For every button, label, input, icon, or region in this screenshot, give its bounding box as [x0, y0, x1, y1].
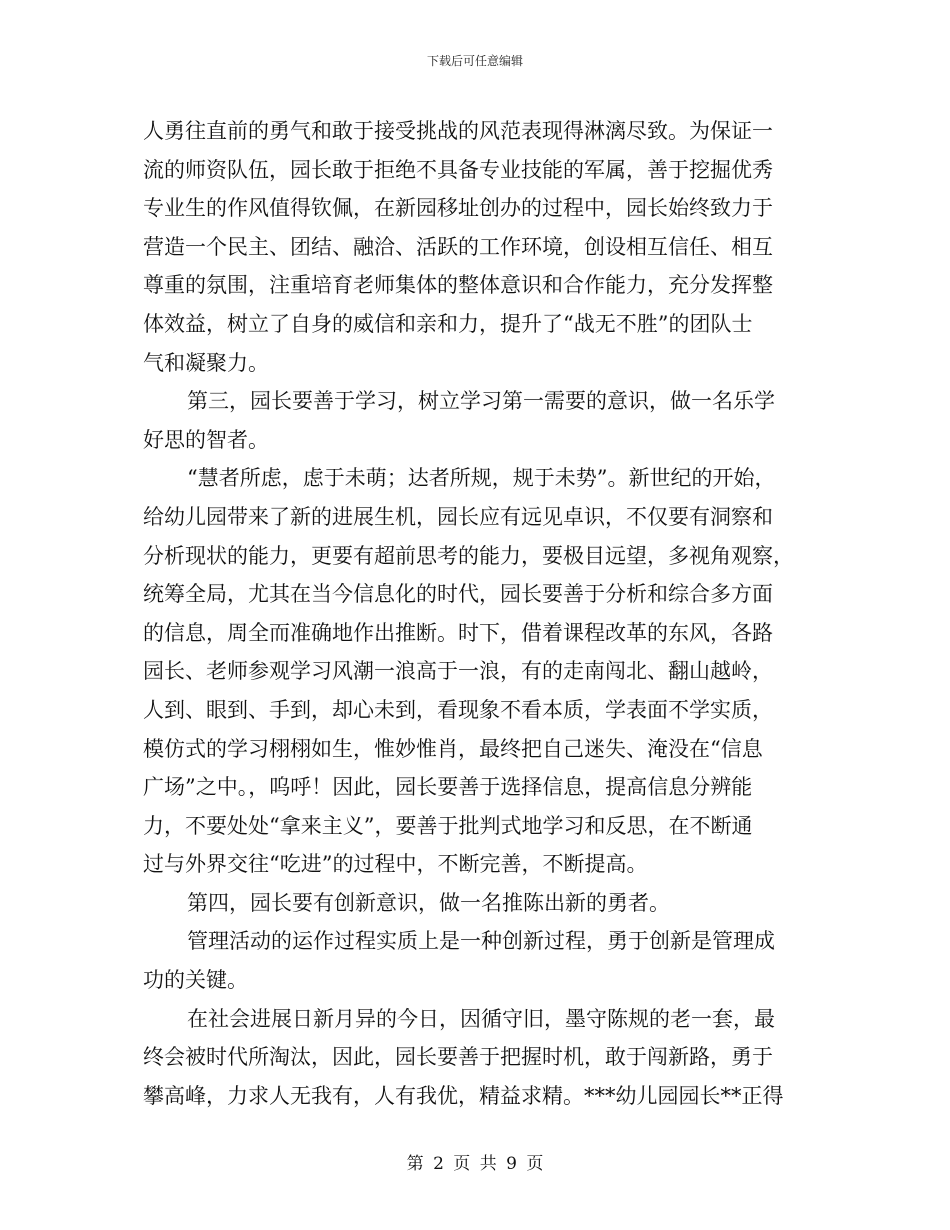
text-line: 过与外界交往“吃进”的过程中，不断完善，不断提高。	[143, 852, 648, 877]
text-line: 第四，园长要有创新意识，做一名推陈出新的勇者。	[187, 890, 670, 915]
text-line: 人勇往直前的勇气和敢于接受挑战的风范表现得淋漓尽致。为保证一	[143, 119, 773, 143]
text-line: 专业生的作风值得钦佩，在新园移址创办的过程中，园长始终致力于	[143, 196, 773, 221]
text-line: 人到、眼到、手到，却心未到，看现象不看本质，学表面不学实质，	[143, 697, 773, 722]
document-body	[143, 112, 807, 1115]
text-line: 流的师资队伍，园长敢于拒绝不具备专业技能的军属，善于挖掘优秀	[143, 157, 773, 182]
text-line: 攀高峰，力求人无我有，人有我优，精益求精。***幼儿园园长**正得	[143, 1083, 784, 1108]
text-line: 园长、老师参观学习风潮一浪高于一浪，有的走南闯北、翻山越岭，	[143, 659, 773, 684]
text-line: 在社会进展日新月异的今日，因循守旧，墨守陈规的老一套，最	[187, 1006, 775, 1031]
text-line: 模仿式的学习栩栩如生，惟妙惟肖，最终把自己迷失、淹没在“信息	[143, 736, 763, 761]
text-line: “慧者所虑，虑于未萌；达者所规，规于未势”。新世纪的开始，	[187, 466, 776, 491]
text-line: 分析现状的能力，更要有超前思考的能力，要极目远望，多视角观察，	[143, 543, 794, 568]
text-line: 好思的智者。	[143, 427, 269, 452]
text-line: 力，不要处处“拿来主义”，要善于批判式地学习和反思，在不断通	[143, 813, 753, 838]
text-line: 管理活动的运作过程实质上是一种创新过程，勇于创新是管理成	[187, 929, 775, 954]
text-line: 气和凝聚力。	[143, 350, 269, 375]
text-line: 功的关键。	[143, 968, 248, 993]
text-line: 给幼儿园带来了新的进展生机，园长应有远见卓识，不仅要有洞察和	[143, 504, 773, 529]
page-header: 下载后可任意编辑	[426, 54, 523, 68]
text-line: 尊重的氛围，注重培育老师集体的整体意识和合作能力，充分发挥整	[143, 273, 773, 298]
text-line: 的信息，周全而准确地作出推断。时下，借着课程改革的东风，各路	[143, 620, 773, 645]
text-line: 广场”之中。，呜呼！因此，园长要善于选择信息，提高信息分辨能	[143, 775, 753, 800]
page-number: 第 2 页 共 9 页	[406, 1154, 544, 1174]
text-line: 终会被时代所淘汰，因此，园长要善于把握时机，敢于闯新路，勇于	[143, 1045, 773, 1070]
text-line: 体效益，树立了自身的威信和亲和力，提升了“战无不胜”的团队士	[143, 311, 753, 336]
text-line: 第三，园长要善于学习，树立学习第一需要的意识，做一名乐学	[187, 389, 775, 414]
text-line: 统筹全局，尤其在当今信息化的时代，园长要善于分析和综合多方面	[143, 582, 773, 607]
text-line: 营造一个民主、团结、融洽、活跃的工作环境，创设相互信任、相互	[143, 234, 773, 259]
